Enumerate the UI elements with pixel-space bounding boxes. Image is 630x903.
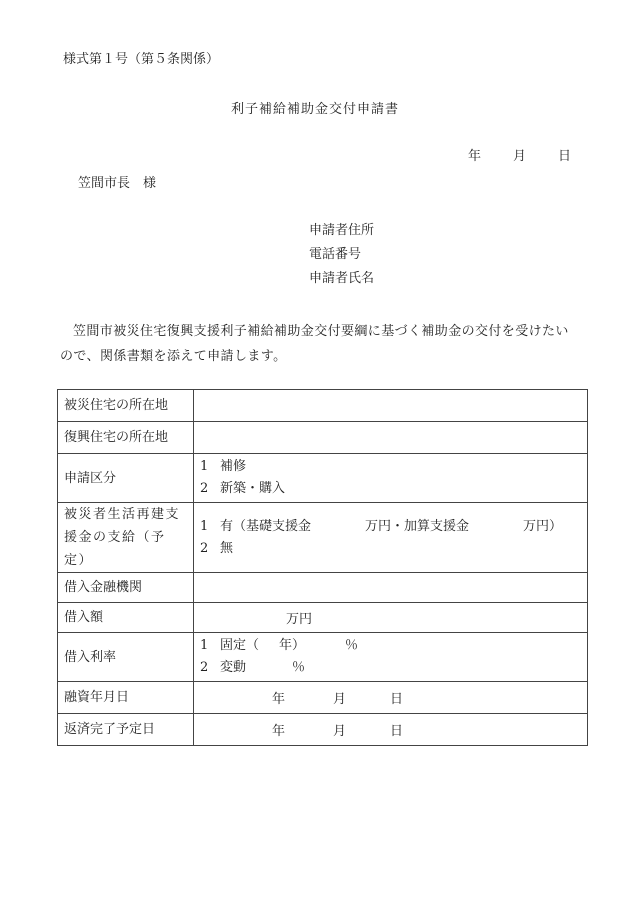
table-row <box>58 603 588 633</box>
applicant-phone-label: 電話番号 <box>309 247 362 262</box>
interest-rate-field[interactable] <box>194 633 588 682</box>
row-label-rebuilt-house-location: 復興住宅の所在地 <box>58 422 194 454</box>
table-row <box>58 714 588 746</box>
table-row <box>58 682 588 714</box>
lender-field[interactable] <box>194 573 588 603</box>
option-support-yes[interactable]: 1 有（基礎支援金 万円・加算支援金 万円） <box>200 518 563 534</box>
repayment-end-date-field[interactable]: 年 月 日 <box>194 714 588 746</box>
option-variable-rate[interactable]: 2 変動 ％ <box>200 660 306 675</box>
row-label-repayment-end-date: 返済完了予定日 <box>58 714 194 746</box>
row-label-loan-date: 融資年月日 <box>58 682 194 714</box>
document-title: 利子補給補助金交付申請書 <box>230 102 399 117</box>
application-table <box>57 389 588 746</box>
option-new-build[interactable]: 2 新築・購入 <box>200 481 286 496</box>
row-label-loan-amount: 借入額 <box>58 603 194 633</box>
support-payment-field[interactable] <box>194 503 588 573</box>
table-row <box>58 633 588 682</box>
date-month: 月 <box>513 149 527 164</box>
row-label-support-payment: 被災者生活再建支援金の支給（予定） <box>58 503 194 573</box>
option-repair[interactable]: 1 補修 <box>200 459 247 474</box>
row-label-interest-rate: 借入利率 <box>58 633 194 682</box>
form-number: 様式第１号（第５条関係） <box>63 52 220 67</box>
loan-date-field[interactable]: 年 月 日 <box>194 682 588 714</box>
date-year: 年 <box>468 149 482 164</box>
table-row <box>58 422 588 454</box>
application-statement: 笠間市被災住宅復興支援利子補給補助金交付要綱に基づく補助金の交付を受けたいので、関係書類を添えて申請します。 <box>60 324 569 364</box>
applicant-address-label: 申請者住所 <box>309 223 375 238</box>
option-support-no[interactable]: 2 無 <box>200 540 234 556</box>
table-row <box>58 573 588 603</box>
row-label-damaged-house-location: 被災住宅の所在地 <box>58 390 194 422</box>
addressee: 笠間市長 様 <box>78 176 157 191</box>
loan-amount-unit: 万円 <box>286 612 313 627</box>
date-line <box>468 150 571 163</box>
row-label-lender: 借入金融機関 <box>58 573 194 603</box>
date-day: 日 <box>558 149 572 164</box>
rebuilt-house-location-field[interactable] <box>194 422 588 454</box>
damaged-house-location-field[interactable] <box>194 390 588 422</box>
table-row <box>58 503 588 573</box>
row-label-application-type: 申請区分 <box>58 454 194 503</box>
option-fixed-rate[interactable]: 1 固定（ 年） ％ <box>200 638 359 653</box>
application-type-field[interactable] <box>194 454 588 503</box>
table-row <box>58 390 588 422</box>
table-row <box>58 454 588 503</box>
applicant-name-label: 申請者氏名 <box>309 271 375 286</box>
loan-amount-field[interactable] <box>194 603 588 633</box>
